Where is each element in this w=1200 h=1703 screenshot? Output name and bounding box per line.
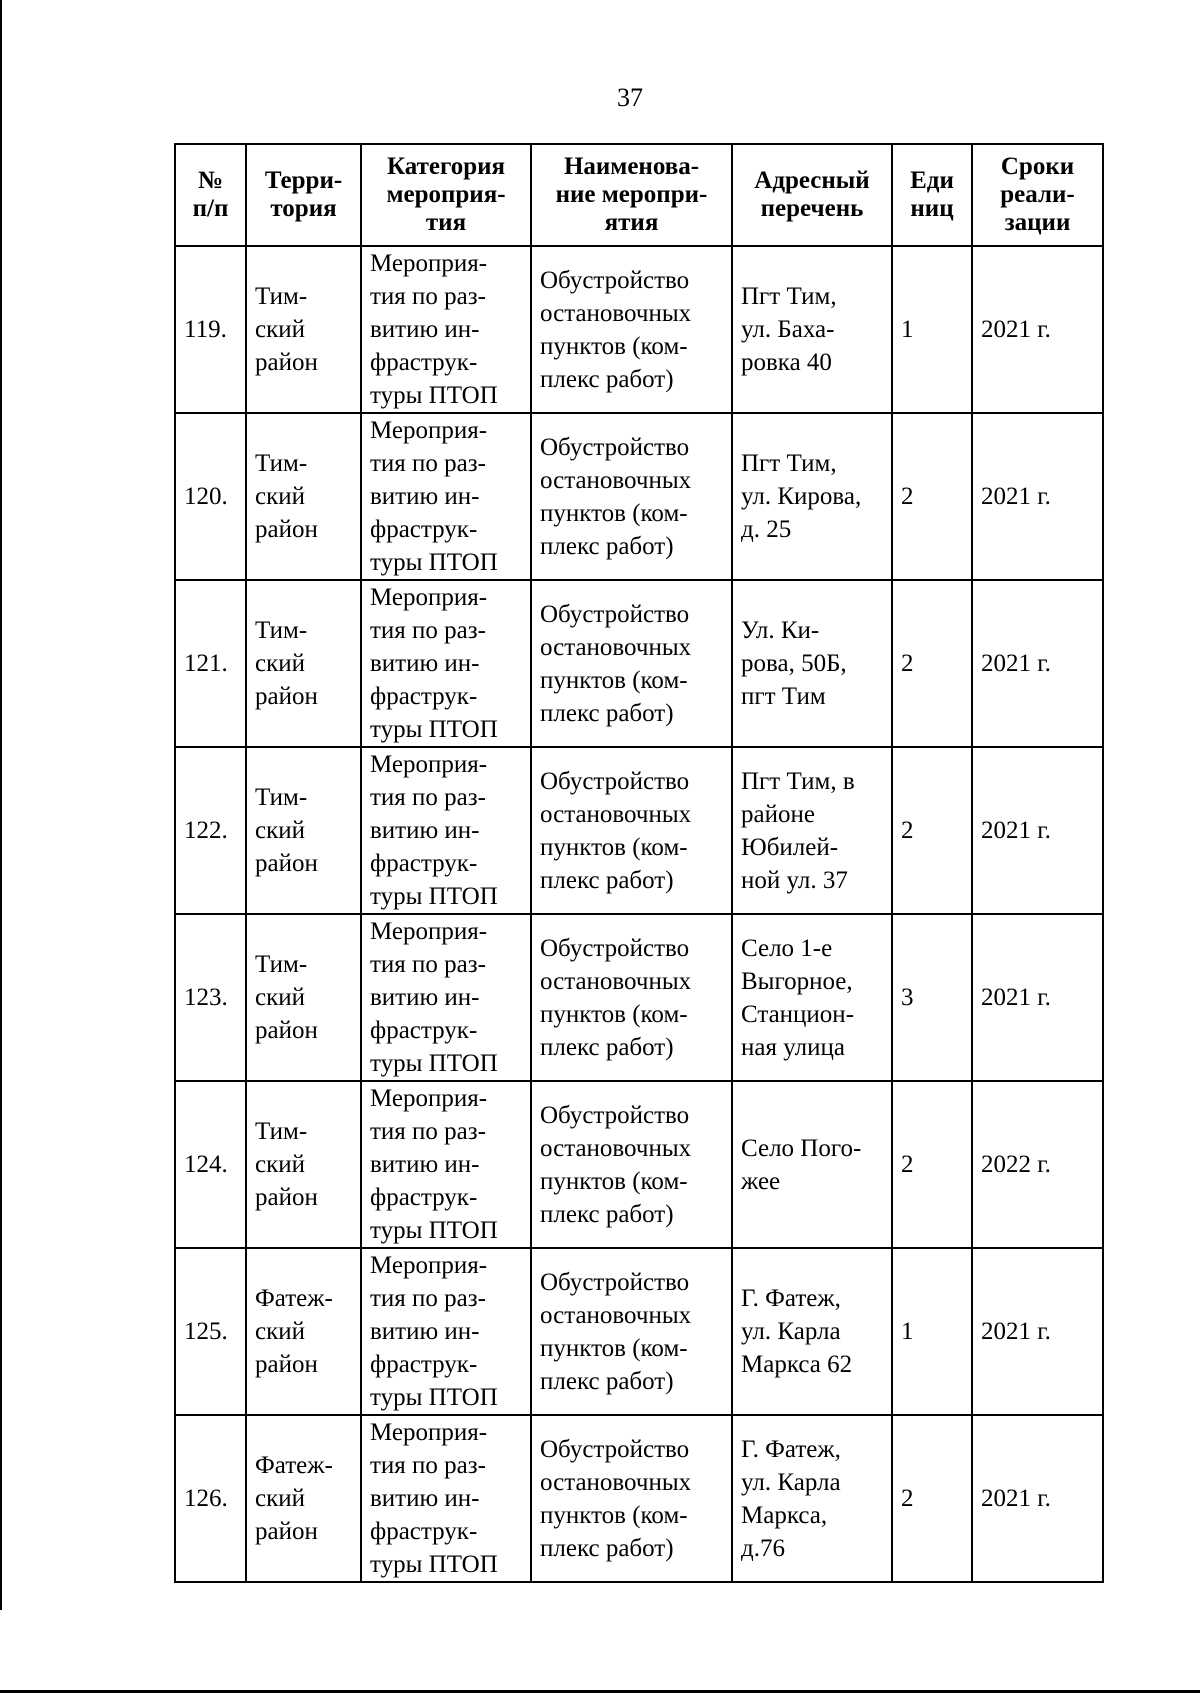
row-territory: Тим- ский район xyxy=(246,1081,361,1248)
table-row xyxy=(175,1248,1103,1415)
row-address: Пгт Тим, ул. Баха- ровка 40 xyxy=(732,246,892,413)
row-units: 1 xyxy=(892,1248,972,1415)
row-number: 119. xyxy=(175,246,246,413)
page-bottom-edge-line xyxy=(0,1690,1200,1693)
row-category: Мероприя- тия по раз- витию ин- фраструк- туры ПТОП xyxy=(361,413,531,580)
row-number: 124. xyxy=(175,1081,246,1248)
row-units: 2 xyxy=(892,413,972,580)
row-territory: Тим- ский район xyxy=(246,246,361,413)
header-number: № п/п xyxy=(175,144,246,246)
row-dates: 2021 г. xyxy=(972,1415,1103,1582)
row-dates: 2021 г. xyxy=(972,1248,1103,1415)
header-address-list: Адресный перечень xyxy=(732,144,892,246)
row-address: Село Пого- жее xyxy=(732,1081,892,1248)
row-address: Г. Фатеж, ул. Карла Маркса, д.76 xyxy=(732,1415,892,1582)
row-units: 1 xyxy=(892,246,972,413)
row-measure-name: Обустройство остановочных пунктов (ком- плекс работ) xyxy=(531,1415,732,1582)
table-row xyxy=(175,1081,1103,1248)
row-units: 2 xyxy=(892,747,972,914)
row-category: Мероприя- тия по раз- витию ин- фраструк- туры ПТОП xyxy=(361,246,531,413)
row-number: 126. xyxy=(175,1415,246,1582)
table-header-row xyxy=(175,144,1103,246)
header-units: Еди ниц xyxy=(892,144,972,246)
row-measure-name: Обустройство остановочных пунктов (ком- плекс работ) xyxy=(531,246,732,413)
row-category: Мероприя- тия по раз- витию ин- фраструк- туры ПТОП xyxy=(361,747,531,914)
row-number: 120. xyxy=(175,413,246,580)
row-category: Мероприя- тия по раз- витию ин- фраструк- туры ПТОП xyxy=(361,1415,531,1582)
row-dates: 2021 г. xyxy=(972,246,1103,413)
row-units: 2 xyxy=(892,1415,972,1582)
header-territory: Терри- тория xyxy=(246,144,361,246)
table-row xyxy=(175,914,1103,1081)
row-address: Село 1-е Выгорное, Станцион- ная улица xyxy=(732,914,892,1081)
row-dates: 2021 г. xyxy=(972,747,1103,914)
row-address: Г. Фатеж, ул. Карла Маркса 62 xyxy=(732,1248,892,1415)
row-dates: 2021 г. xyxy=(972,413,1103,580)
row-category: Мероприя- тия по раз- витию ин- фраструк- туры ПТОП xyxy=(361,1248,531,1415)
page-left-edge-line xyxy=(0,0,2,1610)
row-measure-name: Обустройство остановочных пунктов (ком- плекс работ) xyxy=(531,1248,732,1415)
row-territory: Тим- ский район xyxy=(246,413,361,580)
row-dates: 2021 г. xyxy=(972,914,1103,1081)
row-territory: Тим- ский район xyxy=(246,580,361,747)
row-dates: 2022 г. xyxy=(972,1081,1103,1248)
measures-table xyxy=(174,143,1104,1583)
row-number: 125. xyxy=(175,1248,246,1415)
row-measure-name: Обустройство остановочных пунктов (ком- плекс работ) xyxy=(531,580,732,747)
row-address: Пгт Тим, в районе Юбилей- ной ул. 37 xyxy=(732,747,892,914)
header-measure-name: Наименова- ние меропри- ятия xyxy=(531,144,732,246)
table-row xyxy=(175,1415,1103,1582)
row-measure-name: Обустройство остановочных пунктов (ком- плекс работ) xyxy=(531,1081,732,1248)
row-number: 121. xyxy=(175,580,246,747)
row-number: 123. xyxy=(175,914,246,1081)
row-territory: Фатеж- ский район xyxy=(246,1415,361,1582)
table-row xyxy=(175,413,1103,580)
table-row xyxy=(175,246,1103,413)
row-units: 2 xyxy=(892,1081,972,1248)
row-units: 3 xyxy=(892,914,972,1081)
row-category: Мероприя- тия по раз- витию ин- фраструк- туры ПТОП xyxy=(361,914,531,1081)
row-dates: 2021 г. xyxy=(972,580,1103,747)
row-number: 122. xyxy=(175,747,246,914)
row-category: Мероприя- тия по раз- витию ин- фраструк- туры ПТОП xyxy=(361,1081,531,1248)
table-row xyxy=(175,747,1103,914)
row-territory: Тим- ский район xyxy=(246,914,361,1081)
row-units: 2 xyxy=(892,580,972,747)
header-implementation-dates: Сроки реали- зации xyxy=(972,144,1103,246)
row-territory: Фатеж- ский район xyxy=(246,1248,361,1415)
row-address: Ул. Ки- рова, 50Б, пгт Тим xyxy=(732,580,892,747)
header-category: Категория мероприя- тия xyxy=(361,144,531,246)
row-category: Мероприя- тия по раз- витию ин- фраструк- туры ПТОП xyxy=(361,580,531,747)
row-measure-name: Обустройство остановочных пунктов (ком- плекс работ) xyxy=(531,413,732,580)
row-measure-name: Обустройство остановочных пунктов (ком- плекс работ) xyxy=(531,747,732,914)
row-measure-name: Обустройство остановочных пунктов (ком- плекс работ) xyxy=(531,914,732,1081)
table-row xyxy=(175,580,1103,747)
page-number: 37 xyxy=(617,83,643,112)
row-territory: Тим- ский район xyxy=(246,747,361,914)
row-address: Пгт Тим, ул. Кирова, д. 25 xyxy=(732,413,892,580)
